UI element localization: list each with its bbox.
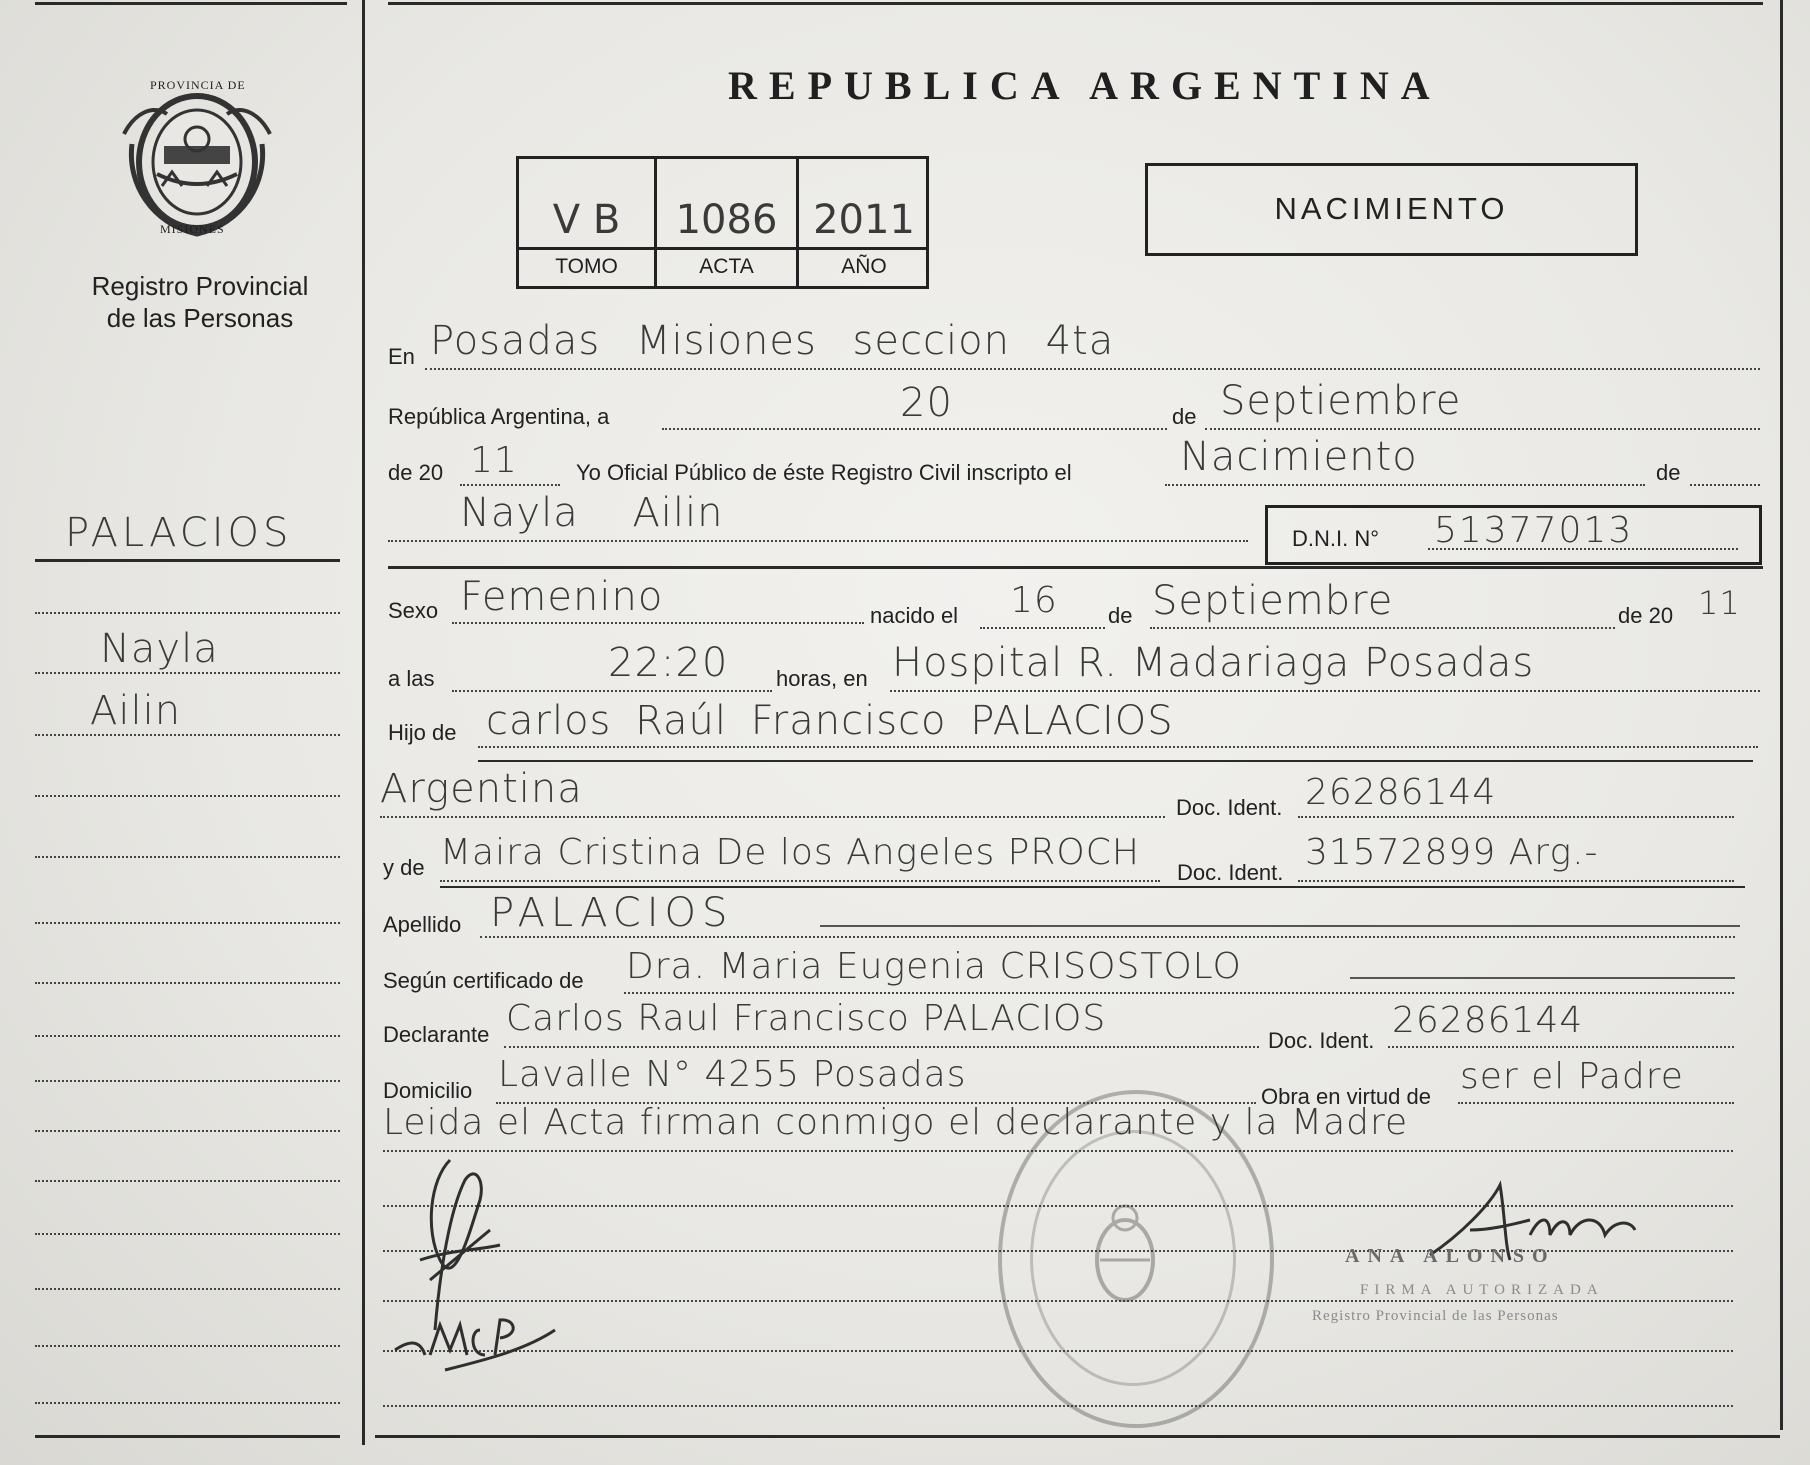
father-underline — [478, 760, 1753, 762]
nacido-label: nacido el — [870, 603, 959, 628]
blank-line — [383, 1405, 1733, 1407]
certificado-line — [624, 992, 1734, 994]
dni-box — [1265, 505, 1762, 565]
nationality-line — [380, 816, 1165, 818]
margin-line — [35, 1080, 340, 1082]
obra-label: Obra en virtud de — [1261, 1084, 1431, 1109]
margin-line — [35, 612, 340, 614]
hijo-label: Hijo de — [388, 720, 457, 745]
month-value: Septiembre — [1220, 378, 1462, 424]
inscribed-line — [1165, 484, 1645, 486]
birth-time-value: 22:20 — [608, 640, 729, 686]
margin-given-name-2: Ailin — [90, 688, 182, 734]
inscribed-type-value: Nacimiento — [1180, 434, 1418, 480]
coat-of-arms-icon — [1090, 1200, 1160, 1310]
bottom-border-right — [375, 1435, 1780, 1438]
margin-line — [35, 795, 340, 797]
official-registry: Registro Provincial de las Personas — [1312, 1308, 1559, 1324]
de-label: de — [1172, 404, 1197, 429]
birth-day-line — [980, 627, 1105, 629]
domicilio-value: Lavalle N° 4255 Posadas — [498, 1054, 967, 1095]
tomo-label: TOMO — [555, 255, 618, 278]
republica-label: República Argentina, a — [388, 404, 610, 429]
acta-value: 1086 — [675, 197, 778, 243]
tomo-value: V B — [552, 197, 621, 243]
seal-text-bottom: MISIONES — [160, 222, 225, 236]
document-title: REPUBLICA ARGENTINA — [728, 63, 1442, 108]
mother-underline — [440, 886, 1745, 888]
record-type-box: NACIMIENTO — [1145, 163, 1638, 256]
margin-line — [35, 1345, 340, 1347]
oficial-label: Yo Oficial Público de éste Registro Civil inscripto el — [576, 460, 1072, 485]
apellido-line — [480, 936, 1735, 938]
top-border-right — [388, 2, 1763, 5]
right-border — [1780, 0, 1783, 1430]
father-nationality-value: Argentina — [380, 766, 583, 812]
year-suffix-value: 11 — [470, 440, 518, 481]
certificado-value: Dra. Maria Eugenia CRISOSTOLO — [626, 946, 1242, 987]
mother-doc-value: 31572899 Arg.- — [1305, 832, 1599, 873]
birth-month-line — [1150, 627, 1615, 629]
dni-value: 51377013 — [1434, 510, 1634, 551]
margin-line — [35, 982, 340, 984]
birth-place-value: Hospital R. Madariaga Posadas — [892, 640, 1535, 686]
doc-ident-label-3: Doc. Ident. — [1268, 1028, 1375, 1053]
record-number-table — [516, 156, 929, 289]
anio-label: AÑO — [841, 255, 887, 278]
father-doc-line — [1298, 816, 1734, 818]
top-border-left — [35, 2, 347, 5]
margin-line — [35, 1035, 340, 1037]
day-line — [662, 428, 1167, 430]
doc-ident-label: Doc. Ident. — [1176, 795, 1283, 820]
registry-name: Registro Provincial de las Personas — [91, 271, 309, 333]
margin-line — [35, 672, 340, 674]
birth-place-line — [890, 690, 1760, 692]
margin-line — [35, 1233, 340, 1235]
doc-ident-label-2: Doc. Ident. — [1177, 860, 1284, 885]
closing-line: Leida el Acta firman conmigo el declarante y la Madre — [383, 1102, 1409, 1143]
margin-surname: PALACIOS — [65, 510, 293, 556]
table-header-divider — [519, 247, 926, 250]
seal-text-top: PROVINCIA DE — [150, 78, 246, 92]
father-doc-value: 26286144 — [1305, 772, 1497, 813]
declarante-doc-line — [1388, 1046, 1734, 1048]
birth-day-value: 16 — [1010, 580, 1058, 621]
day-value: 20 — [900, 380, 953, 426]
mother-doc-line — [1298, 880, 1734, 882]
declarante-value: Carlos Raul Francisco PALACIOS — [506, 998, 1107, 1039]
de-line — [1690, 484, 1760, 486]
de-label-3: de — [1108, 603, 1133, 628]
horas-label: horas, en — [776, 666, 868, 691]
margin-divider — [362, 0, 365, 1445]
mother-line — [440, 880, 1160, 882]
declarante-label: Declarante — [383, 1022, 490, 1047]
sexo-line — [452, 622, 864, 624]
apellido-value: PALACIOS — [490, 890, 734, 936]
official-title: FIRMA AUTORIZADA — [1360, 1282, 1604, 1298]
apellido-dash — [820, 925, 1740, 927]
month-line — [1205, 428, 1760, 430]
birth-year-suffix-value: 11 — [1698, 584, 1741, 622]
margin-given-name-1: Nayla — [100, 626, 219, 672]
alas-label: a las — [388, 666, 435, 691]
de-label-2: de — [1656, 460, 1681, 485]
mother-name-value: Maira Cristina De los Angeles PROCH — [440, 832, 1140, 873]
child-name-line — [388, 540, 1248, 542]
margin-line — [35, 922, 340, 924]
segun-label: Según certificado de — [383, 968, 584, 993]
margin-surname-underline — [35, 559, 340, 562]
official-name: ANA ALONSO — [1345, 1245, 1556, 1267]
margin-line — [35, 1130, 340, 1132]
margin-line — [35, 856, 340, 858]
sexo-value: Femenino — [460, 574, 664, 620]
domicilio-label: Domicilio — [383, 1078, 473, 1103]
father-name-value: carlos Raúl Francisco PALACIOS — [486, 698, 1174, 744]
de2011-label: de 20 — [1618, 603, 1674, 628]
provincial-seal-icon — [112, 74, 282, 244]
anio-value: 2011 — [813, 197, 915, 243]
dni-section-divider — [388, 566, 1763, 569]
margin-line — [35, 1288, 340, 1290]
obra-value: ser el Padre — [1460, 1056, 1684, 1097]
de20-label: de 20 — [388, 460, 444, 485]
declarante-doc-value: 26286144 — [1392, 1000, 1584, 1041]
year-line — [460, 484, 560, 486]
father-line — [478, 746, 1758, 748]
en-label: En — [388, 344, 415, 369]
apellido-label: Apellido — [383, 912, 462, 937]
yde-label: y de — [383, 855, 425, 880]
obra-line — [1458, 1102, 1734, 1104]
mother-initials-signature — [385, 1300, 565, 1380]
bottom-border-left — [35, 1435, 340, 1438]
margin-line — [35, 1402, 340, 1404]
dni-label: D.N.I. N° — [1292, 526, 1380, 551]
declarante-line — [504, 1046, 1259, 1048]
official-signature — [1400, 1175, 1660, 1285]
birth-month-value: Septiembre — [1152, 578, 1394, 624]
place-value: Posadas Misiones seccion 4ta — [430, 318, 1115, 364]
place-line — [425, 368, 1760, 370]
margin-line — [35, 734, 340, 736]
sexo-label: Sexo — [388, 598, 439, 623]
certificado-dash — [1350, 977, 1735, 979]
child-name-value: Nayla Ailin — [460, 490, 724, 536]
time-line — [452, 690, 772, 692]
margin-line — [35, 1180, 340, 1182]
acta-label: ACTA — [699, 255, 754, 278]
